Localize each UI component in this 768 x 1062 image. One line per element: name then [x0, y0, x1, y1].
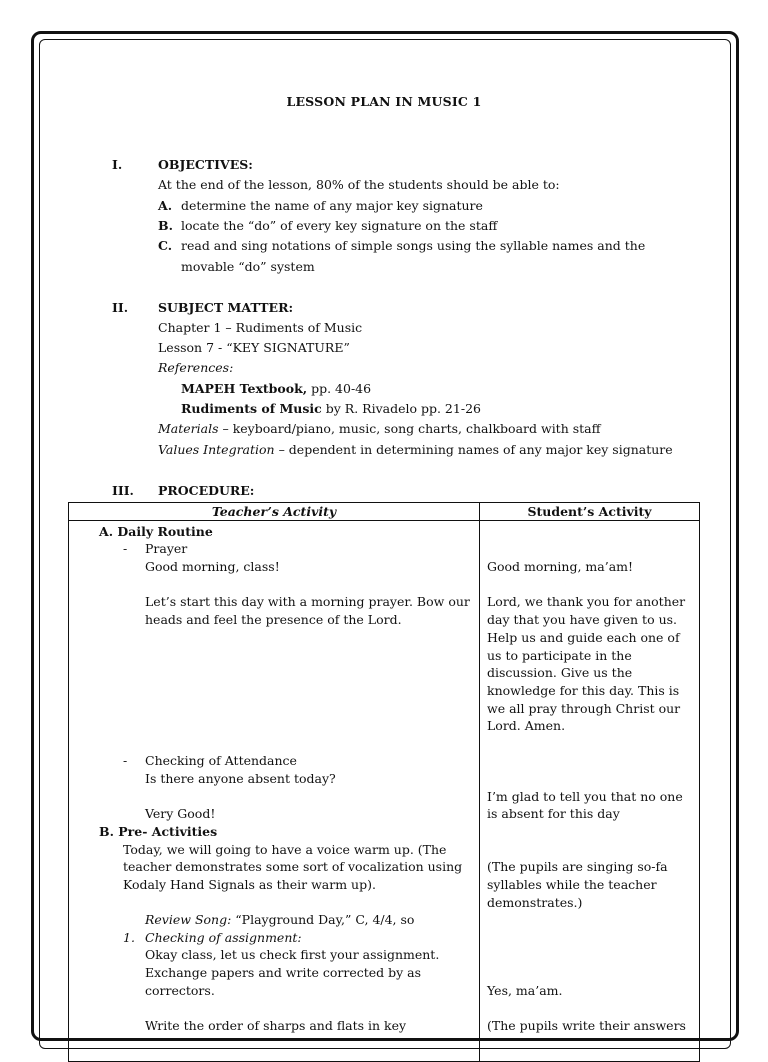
reference-1 — [181, 379, 371, 399]
student-prayer-line-4: us to participate in the — [487, 648, 632, 663]
review-song-label: Review Song: — [145, 912, 232, 927]
student-activity-cell — [480, 521, 700, 1062]
daily-routine-heading: A. Daily Routine — [99, 524, 213, 539]
subject-matter-heading: SUBJECT MATTER: — [158, 300, 294, 315]
reference-2 — [181, 399, 481, 419]
student-prayer-line-6: knowledge for this day. This is — [487, 683, 680, 698]
values-integration-label: Values Integration — [158, 442, 275, 457]
student-warmup-line-1: (The pupils are singing so-fa — [487, 859, 668, 874]
objective-c-continuation: movable “do” system — [181, 259, 315, 274]
reference-2-author: by R. Rivadelo pp. 21-26 — [321, 401, 481, 416]
objective-a-text: determine the name of any major key signature — [181, 198, 483, 213]
objective-b-text: locate the “do” of every key signature on the staff — [181, 218, 498, 233]
student-prayer-line-8: Lord. Amen. — [487, 718, 566, 733]
procedure-heading: PROCEDURE: — [158, 483, 255, 498]
teacher-activity-cell — [69, 521, 480, 1062]
review-song-line — [145, 911, 414, 929]
teacher-very-good: Very Good! — [145, 806, 216, 821]
student-greeting: Good morning, ma’am! — [487, 559, 634, 574]
step-number: 1. — [123, 930, 135, 945]
references-label: References: — [158, 360, 234, 375]
warm-up-line-1: Today, we will going to have a voice warm up. (The — [123, 842, 447, 857]
attendance-label: Checking of Attendance — [145, 753, 297, 768]
objective-c-letter: C. — [158, 238, 173, 253]
materials-text: – keyboard/piano, music, song charts, chalkboard with staff — [218, 421, 601, 436]
assignment-line-3: correctors. — [145, 983, 215, 998]
chapter-line: Chapter 1 – Rudiments of Music — [158, 320, 363, 335]
reference-1-pages: pp. 40-46 — [307, 381, 372, 396]
teacher-prayer-line-1: Let’s start this day with a morning prayer. Bow our — [145, 594, 470, 609]
objective-c-text: read and sing notations of simple songs using the syllable names and the — [181, 238, 646, 253]
checking-assignment-label: Checking of assignment: — [145, 930, 302, 945]
sharps-flats-instruction: Write the order of sharps and flats in key — [145, 1018, 407, 1033]
objective-b-letter: B. — [158, 218, 173, 233]
pre-activities-heading: B. Pre- Activities — [99, 824, 218, 839]
reference-1-title: MAPEH Textbook, — [181, 381, 308, 396]
procedure-number: III. — [112, 483, 134, 498]
student-write-answers: (The pupils write their answers — [487, 1018, 686, 1033]
assignment-line-2: Exchange papers and write corrected by as — [145, 965, 422, 980]
student-attendance-line-1: I’m glad to tell you that no one — [487, 789, 683, 804]
materials-line — [158, 419, 601, 439]
teacher-greeting: Good morning, class! — [145, 559, 280, 574]
materials-label: Materials — [158, 421, 219, 436]
student-warmup-line-3: demonstrates.) — [487, 895, 583, 910]
values-integration-text: – dependent in determining names of any major key signature — [274, 442, 673, 457]
bullet-dash: - — [123, 753, 128, 768]
procedure-table-row — [69, 521, 700, 1062]
student-prayer-line-2: day that you have given to us. — [487, 612, 678, 627]
assignment-line-1: Okay class, let us check first your assignment. — [145, 947, 440, 962]
student-prayer-line-3: Help us and guide each one of — [487, 630, 680, 645]
procedure-table — [68, 502, 700, 1062]
procedure-table-header — [69, 503, 700, 521]
reference-2-title: Rudiments of Music — [181, 401, 322, 416]
objective-a-letter: A. — [158, 198, 173, 213]
objectives-intro: At the end of the lesson, 80% of the students should be able to: — [158, 177, 560, 192]
values-integration-line — [158, 440, 673, 460]
warm-up-line-3: Kodaly Hand Signals as their warm up). — [123, 877, 376, 892]
subject-matter-number: II. — [112, 300, 129, 315]
document-title: LESSON PLAN IN MUSIC 1 — [286, 94, 482, 109]
student-prayer-line-5: discussion. Give us the — [487, 665, 633, 680]
student-prayer-line-1: Lord, we thank you for another — [487, 594, 686, 609]
teacher-activity-header: Teacher’s Activity — [69, 503, 480, 521]
objectives-number: I. — [112, 157, 123, 172]
bullet-dash: - — [123, 541, 128, 556]
student-activity-header: Student’s Activity — [480, 503, 700, 521]
warm-up-line-2: teacher demonstrates some sort of vocalization using — [123, 859, 463, 874]
lesson-line: Lesson 7 - “KEY SIGNATURE” — [158, 340, 350, 355]
student-yes-maam: Yes, ma’am. — [487, 983, 563, 998]
student-attendance-line-2: is absent for this day — [487, 806, 620, 821]
review-song-text: “Playground Day,” C, 4/4, so — [231, 912, 415, 927]
objectives-heading: OBJECTIVES: — [158, 157, 253, 172]
student-prayer-line-7: we all pray through Christ our — [487, 701, 681, 716]
prayer-label: Prayer — [145, 541, 188, 556]
attendance-question: Is there anyone absent today? — [145, 771, 336, 786]
teacher-prayer-line-2: heads and feel the presence of the Lord. — [145, 612, 402, 627]
student-warmup-line-2: syllables while the teacher — [487, 877, 657, 892]
